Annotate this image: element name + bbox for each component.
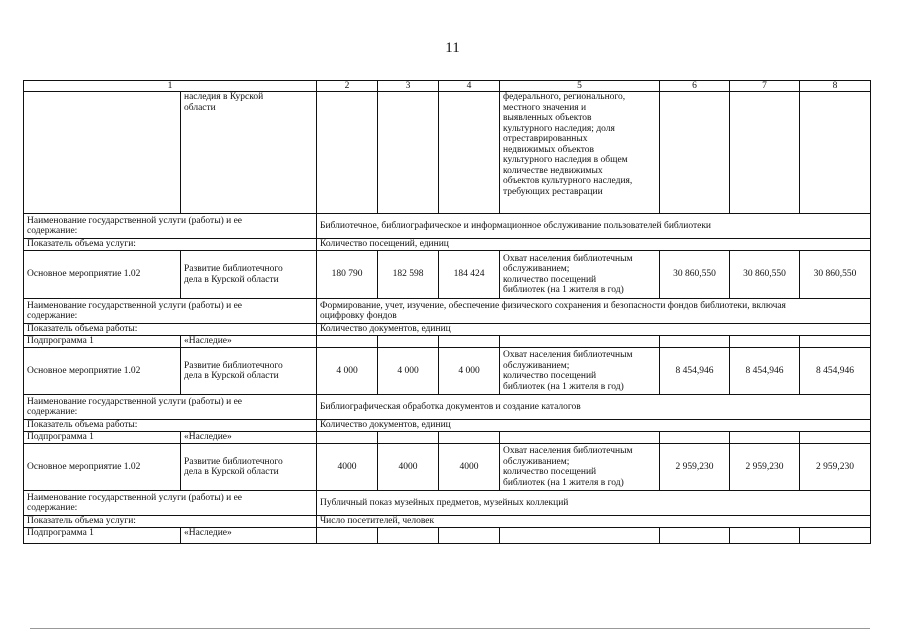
indicator-description: Охват населения библиотечным обслуживанием; количество посещений библиотек (на 1 жителя в год) <box>500 444 660 491</box>
table-cell <box>500 528 660 544</box>
service-label: Наименование государственной услуги (работы) и ее содержание: <box>24 395 317 420</box>
subprogram-label: Подпрограмма 1 <box>24 336 181 348</box>
value-cell: 4000 <box>317 444 378 491</box>
indicator-label: Показатель объема работы: <box>24 420 317 432</box>
continuation-row <box>24 92 871 214</box>
service-value: Библиотечное, библиографическое и информационное обслуживание пользователей библиотеки <box>317 214 871 239</box>
table-cell <box>24 92 181 214</box>
subprogram-row <box>24 432 871 444</box>
column-number: 5 <box>500 81 660 92</box>
service-value: Публичный показ музейных предметов, музейных коллекций <box>317 491 871 516</box>
table-cell <box>730 336 800 348</box>
table-cell <box>660 336 730 348</box>
activity-description: Развитие библиотечного дела в Курской области <box>181 251 317 299</box>
table-cell <box>378 528 439 544</box>
subprogram-label: Подпрограмма 1 <box>24 432 181 444</box>
subprogram-row <box>24 336 871 348</box>
service-label: Наименование государственной услуги (работы) и ее содержание: <box>24 214 317 239</box>
indicator-row <box>24 516 871 528</box>
indicator-label: Показатель объема услуги: <box>24 239 317 251</box>
value-cell: 2 959,230 <box>730 444 800 491</box>
subprogram-value: «Наследие» <box>181 432 317 444</box>
activity-name: Основное мероприятие 1.02 <box>24 348 181 395</box>
indicator-value: Число посетителей, человек <box>317 516 871 528</box>
value-cell: 2 959,230 <box>660 444 730 491</box>
value-cell: 180 790 <box>317 251 378 299</box>
value-cell: 4 000 <box>317 348 378 395</box>
table-cell <box>660 92 730 214</box>
value-cell: 30 860,550 <box>660 251 730 299</box>
column-number: 4 <box>439 81 500 92</box>
indicator-row <box>24 324 871 336</box>
table-cell <box>660 528 730 544</box>
column-number: 8 <box>800 81 871 92</box>
table-cell <box>439 528 500 544</box>
table-cell <box>317 336 378 348</box>
activity-row <box>24 251 871 299</box>
service-row <box>24 214 871 239</box>
indicator-label: Показатель объема работы: <box>24 324 317 336</box>
subprogram-label: Подпрограмма 1 <box>24 528 181 544</box>
activity-description: Развитие библиотечного дела в Курской области <box>181 348 317 395</box>
value-cell: 184 424 <box>439 251 500 299</box>
table-cell <box>378 92 439 214</box>
service-row <box>24 491 871 516</box>
service-label: Наименование государственной услуги (работы) и ее содержание: <box>24 299 317 324</box>
page-bottom-rule <box>30 628 870 629</box>
activity-row <box>24 348 871 395</box>
table-cell <box>317 528 378 544</box>
column-number: 7 <box>730 81 800 92</box>
service-value: Библиографическая обработка документов и создание каталогов <box>317 395 871 420</box>
table-cell <box>378 432 439 444</box>
value-cell: 30 860,550 <box>730 251 800 299</box>
table-cell <box>730 432 800 444</box>
table-cell <box>800 92 871 214</box>
column-number: 2 <box>317 81 378 92</box>
value-cell: 182 598 <box>378 251 439 299</box>
table-cell: наследия в Курской области <box>181 92 317 214</box>
indicator-row <box>24 239 871 251</box>
service-row <box>24 395 871 420</box>
subprogram-value: «Наследие» <box>181 528 317 544</box>
indicator-row <box>24 420 871 432</box>
table-cell <box>500 432 660 444</box>
table-cell <box>317 432 378 444</box>
table-cell <box>439 432 500 444</box>
value-cell: 4 000 <box>378 348 439 395</box>
indicator-description: Охват населения библиотечным обслуживанием; количество посещений библиотек (на 1 жителя в год) <box>500 251 660 299</box>
value-cell: 8 454,946 <box>730 348 800 395</box>
table-cell: федерального, регионального, местного значения и выявленных объектов культурного наследия; доля отреставрированных недвижимых объектов культурного наследия в общем количестве недвижимых объектов культурного наследия, требующих реставрации <box>500 92 660 214</box>
service-row <box>24 299 871 324</box>
table-cell <box>800 336 871 348</box>
column-number: 1 <box>24 81 317 92</box>
activity-name: Основное мероприятие 1.02 <box>24 444 181 491</box>
activity-description: Развитие библиотечного дела в Курской области <box>181 444 317 491</box>
page-number: 11 <box>445 40 460 56</box>
table-cell <box>439 92 500 214</box>
service-label: Наименование государственной услуги (работы) и ее содержание: <box>24 491 317 516</box>
activity-name: Основное мероприятие 1.02 <box>24 251 181 299</box>
value-cell: 8 454,946 <box>800 348 871 395</box>
indicator-description: Охват населения библиотечным обслуживанием; количество посещений библиотек (на 1 жителя в год) <box>500 348 660 395</box>
table-cell <box>730 528 800 544</box>
service-value: Формирование, учет, изучение, обеспечение физического сохранения и безопасности фондов библиотеки, включая оцифровку фондов <box>317 299 871 324</box>
indicator-value: Количество документов, единиц <box>317 324 871 336</box>
table-cell <box>500 336 660 348</box>
value-cell: 8 454,946 <box>660 348 730 395</box>
indicator-value: Количество документов, единиц <box>317 420 871 432</box>
table-cell <box>800 432 871 444</box>
subprogram-row <box>24 528 871 544</box>
table-cell <box>800 528 871 544</box>
subprogram-value: «Наследие» <box>181 336 317 348</box>
value-cell: 4000 <box>439 444 500 491</box>
program-table <box>23 80 871 544</box>
table-cell <box>730 92 800 214</box>
table-cell <box>439 336 500 348</box>
value-cell: 30 860,550 <box>800 251 871 299</box>
activity-row <box>24 444 871 491</box>
column-number: 6 <box>660 81 730 92</box>
value-cell: 2 959,230 <box>800 444 871 491</box>
indicator-label: Показатель объема услуги: <box>24 516 317 528</box>
column-number-row <box>24 81 871 92</box>
indicator-value: Количество посещений, единиц <box>317 239 871 251</box>
table-cell <box>378 336 439 348</box>
table-cell <box>660 432 730 444</box>
value-cell: 4000 <box>378 444 439 491</box>
column-number: 3 <box>378 81 439 92</box>
value-cell: 4 000 <box>439 348 500 395</box>
table-cell <box>317 92 378 214</box>
